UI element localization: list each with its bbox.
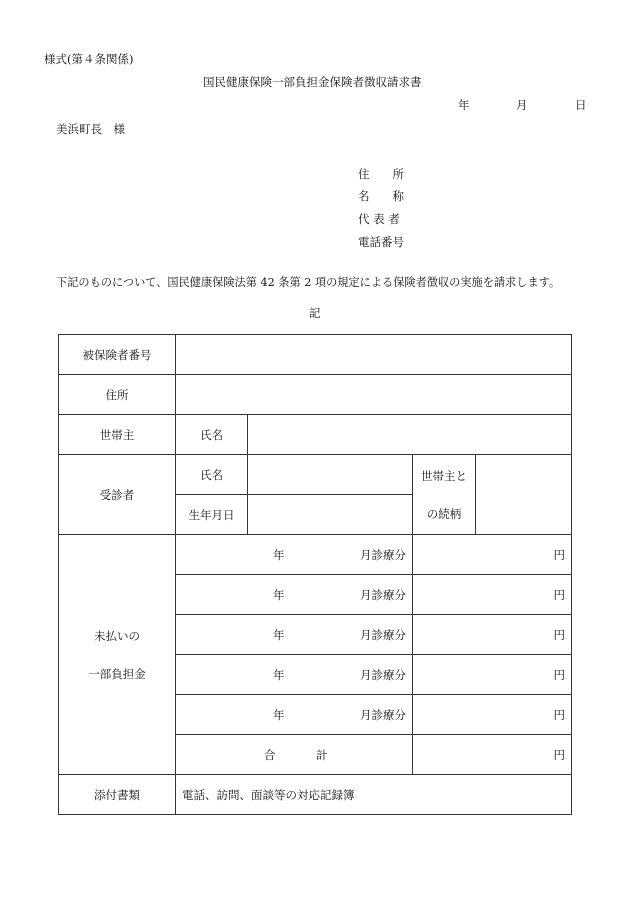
birthdate-label: 生年月日	[176, 495, 248, 535]
relation-label-line2: の続柄	[426, 506, 462, 521]
address-label: 住所	[59, 375, 176, 415]
table-row	[59, 535, 572, 575]
insured-number-field[interactable]	[176, 335, 572, 375]
amount-3-yen[interactable]: 円	[413, 615, 572, 655]
period-month-label: 月診療分	[360, 548, 406, 562]
treatment-period-4[interactable]	[176, 655, 413, 695]
table-row	[59, 335, 572, 375]
period-month-label: 月診療分	[360, 708, 406, 722]
amount-4-yen[interactable]: 円	[413, 655, 572, 695]
amount-5-yen[interactable]: 円	[413, 695, 572, 735]
household-head-name-field[interactable]	[248, 415, 572, 455]
amount-2-yen[interactable]: 円	[413, 575, 572, 615]
ki-heading: 記	[309, 306, 321, 320]
period-year-label: 年	[273, 708, 285, 722]
period-month-label: 月診療分	[360, 588, 406, 602]
table-row	[59, 375, 572, 415]
request-form-table	[58, 334, 572, 815]
applicant-name-label: 名 称	[358, 189, 404, 203]
address-field[interactable]	[176, 375, 572, 415]
document-title: 国民健康保険一部負担金保険者徴収請求書	[203, 75, 422, 89]
total-label	[176, 735, 413, 775]
birthdate-field[interactable]	[248, 495, 413, 535]
period-year-label: 年	[273, 628, 285, 642]
treatment-period-3[interactable]	[176, 615, 413, 655]
applicant-address-label: 住 所	[358, 167, 404, 181]
attachments-value: 電話、訪問、面談等の対応記録簿	[176, 775, 572, 815]
total-label-a: 合	[264, 748, 276, 762]
date-month: 月	[516, 98, 528, 112]
applicant-phone-label: 電話番号	[358, 235, 404, 249]
relation-field[interactable]	[476, 455, 572, 535]
table-row	[59, 775, 572, 815]
relation-label	[413, 455, 476, 535]
treatment-period-2[interactable]	[176, 575, 413, 615]
amount-1-yen[interactable]: 円	[413, 535, 572, 575]
recipient: 美浜町長 様	[56, 122, 125, 136]
household-head-label: 世帯主	[59, 415, 176, 455]
treatment-period-5[interactable]	[176, 695, 413, 735]
period-year-label: 年	[273, 668, 285, 682]
household-head-name-label: 氏名	[176, 415, 248, 455]
unpaid-label-line1: 未払いの	[94, 628, 140, 643]
date-year: 年	[458, 98, 470, 112]
total-label-b: 計	[316, 748, 328, 762]
table-row	[59, 415, 572, 455]
date-day: 日	[575, 98, 587, 112]
patient-name-field[interactable]	[248, 455, 413, 495]
patient-label: 受診者	[59, 455, 176, 535]
insured-number-label: 被保険者番号	[59, 335, 176, 375]
form-number: 様式(第４条関係)	[44, 52, 134, 66]
relation-label-line1: 世帯主と	[421, 468, 467, 483]
unpaid-amount-label	[59, 535, 176, 775]
period-year-label: 年	[273, 588, 285, 602]
unpaid-label-line2: 一部負担金	[88, 666, 146, 681]
patient-name-label: 氏名	[176, 455, 248, 495]
treatment-period-1[interactable]	[176, 535, 413, 575]
period-year-label: 年	[273, 548, 285, 562]
period-month-label: 月診療分	[360, 628, 406, 642]
applicant-representative-label: 代 表 者	[358, 212, 400, 226]
request-statement: 下記のものについて、国民健康保険法第 42 条第 2 項の規定による保険者徴収の実施を請求します。	[56, 276, 561, 289]
period-month-label: 月診療分	[360, 668, 406, 682]
attachments-label: 添付書類	[59, 775, 176, 815]
table-row	[59, 455, 572, 495]
total-amount-yen[interactable]: 円	[413, 735, 572, 775]
